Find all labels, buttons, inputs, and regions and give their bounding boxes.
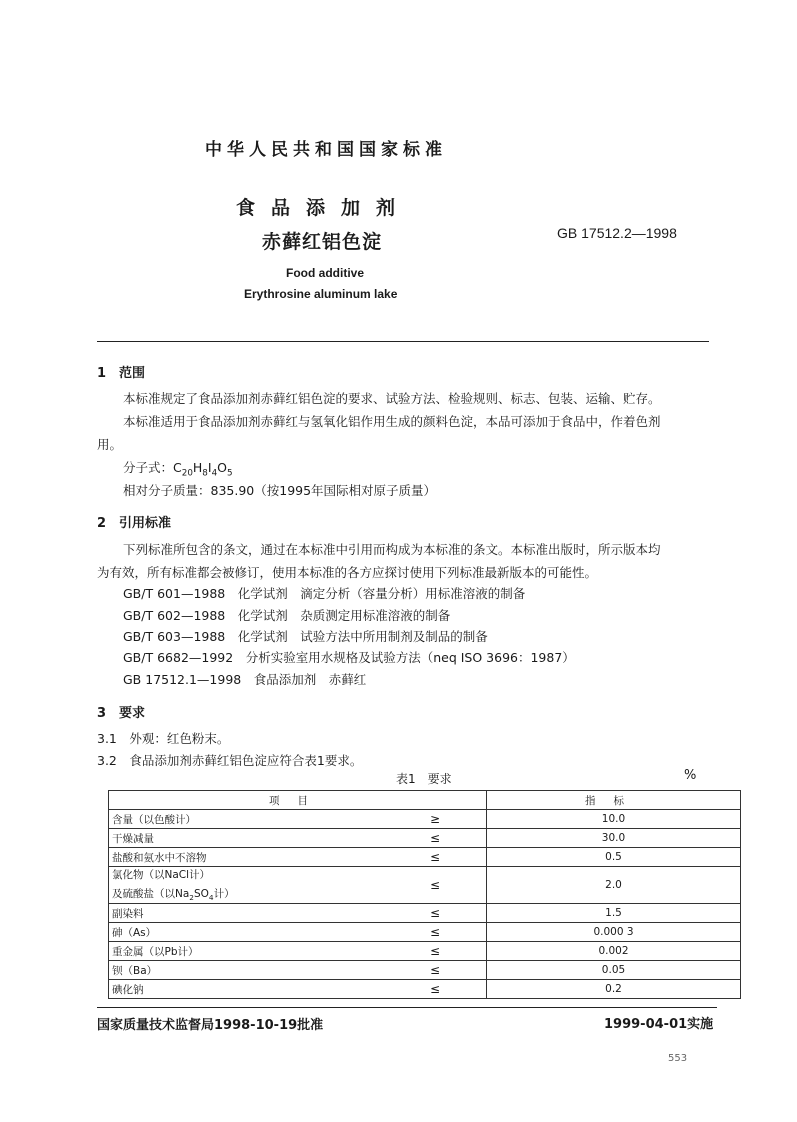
table-value-cell: 2.0 xyxy=(487,867,741,904)
table-value-cell: 0.2 xyxy=(487,980,741,999)
section-2-heading: 2 引用标准 xyxy=(97,516,172,531)
table-row xyxy=(109,942,741,961)
english-title-line2: Erythrosine aluminum lake xyxy=(244,287,398,301)
page-number: 553 xyxy=(668,1053,688,1064)
table-row xyxy=(109,904,741,923)
country-standard-title: 中华人民共和国国家标准 xyxy=(205,140,447,160)
table-item-cell: ≤ 钡（Ba） xyxy=(109,961,487,980)
table-item-cell: ≤ 盐酸和氨水中不溶物 xyxy=(109,848,487,867)
header-item: 项目 xyxy=(109,791,487,810)
table-row xyxy=(109,867,741,904)
standard-number: GB 17512.2—1998 xyxy=(557,225,677,241)
table-item-cell: ≤ 副染料 xyxy=(109,904,487,923)
table-value-cell: 0.002 xyxy=(487,942,741,961)
requirement-3-1: 3.1 外观：红色粉末。 xyxy=(97,731,230,746)
table-item-cell: ≤ 重金属（以Pb计） xyxy=(109,942,487,961)
table-row xyxy=(109,961,741,980)
operator: ≤ xyxy=(429,878,440,892)
reference-item: GB 17512.1—1998 食品添加剂 赤藓红 xyxy=(123,672,367,687)
requirement-3-2: 3.2 食品添加剂赤藓红铝色淀应符合表1要求。 xyxy=(97,753,363,768)
table-row xyxy=(109,923,741,942)
section-2-paragraph: 下列标准所包含的条文，通过在本标准中引用而构成为本标准的条文。本标准出版时，所示版本均 xyxy=(123,542,661,557)
table-unit: % xyxy=(684,768,697,783)
molecular-mass: 相对分子质量：835.90（按1995年国际相对原子质量） xyxy=(123,483,437,498)
approval-date: 国家质量技术监督局1998-10-19批准 xyxy=(97,1018,324,1033)
table-value-cell: 10.0 xyxy=(487,810,741,829)
reference-item: GB/T 601—1988 化学试剂 滴定分析（容量分析）用标准溶液的制备 xyxy=(123,586,526,601)
operator: ≤ xyxy=(429,924,440,939)
implementation-date: 1999-04-01实施 xyxy=(604,1017,714,1032)
table-caption: 表1 要求 xyxy=(396,772,452,786)
requirements-table xyxy=(108,790,741,999)
operator: ≤ xyxy=(429,962,440,977)
table-item-cell: ≤ 碘化钠 xyxy=(109,980,487,999)
table-row xyxy=(109,848,741,867)
table-row xyxy=(109,810,741,829)
table-item-cell: 氯化物（以NaCl计） 及硫酸盐（以$Na_2SO_4$计） ≤ xyxy=(109,867,487,904)
english-title-line1: Food additive xyxy=(286,266,364,280)
operator: ≤ xyxy=(429,943,440,958)
operator: ≤ xyxy=(429,849,440,864)
section-1-heading: 1 范围 xyxy=(97,366,146,381)
molecular-formula: 分子式：$C_{20}H_8I_4O_5$ xyxy=(123,460,233,479)
section-3-heading: 3 要求 xyxy=(97,706,146,721)
operator: ≤ xyxy=(429,830,440,845)
operator: ≤ xyxy=(429,981,440,996)
operator: ≥ xyxy=(429,811,440,826)
table-row xyxy=(109,829,741,848)
document-title: 食品添加剂 xyxy=(236,197,412,219)
document-subtitle: 赤藓红铝色淀 xyxy=(262,231,383,253)
section-1-paragraph-1: 本标准规定了食品添加剂赤藓红铝色淀的要求、试验方法、检验规则、标志、包装、运输、贮存。 xyxy=(123,391,661,406)
table-value-cell: 1.5 xyxy=(487,904,741,923)
section-1-paragraph-2: 本标准适用于食品添加剂赤藓红与氢氧化铝作用生成的颜料色淀，本品可添加于食品中，作着色剂 xyxy=(123,414,661,429)
table-value-cell: 0.000 3 xyxy=(487,923,741,942)
table-item-cell: ≤ 砷（As） xyxy=(109,923,487,942)
footer-divider xyxy=(97,1007,717,1008)
section-1-paragraph-2-cont: 用。 xyxy=(97,437,123,452)
header-value: 指标 xyxy=(487,791,741,810)
table-item-cell: ≥ 含量（以色酸计） xyxy=(109,810,487,829)
reference-item: GB/T 603—1988 化学试剂 试验方法中所用制剂及制品的制备 xyxy=(123,629,488,644)
reference-item: GB/T 602—1988 化学试剂 杂质测定用标准溶液的制备 xyxy=(123,608,451,623)
header-divider xyxy=(97,341,709,342)
section-2-paragraph-cont: 为有效，所有标准都会被修订，使用本标准的各方应探讨使用下列标准最新版本的可能性。 xyxy=(97,565,598,580)
table-value-cell: 0.05 xyxy=(487,961,741,980)
table-value-cell: 30.0 xyxy=(487,829,741,848)
table-header-row xyxy=(109,791,741,810)
table-item-cell: ≤ 干燥减量 xyxy=(109,829,487,848)
operator: ≤ xyxy=(429,905,440,920)
table-row xyxy=(109,980,741,999)
reference-item: GB/T 6682—1992 分析实验室用水规格及试验方法（neq ISO 3696：1987） xyxy=(123,650,575,665)
table-value-cell: 0.5 xyxy=(487,848,741,867)
